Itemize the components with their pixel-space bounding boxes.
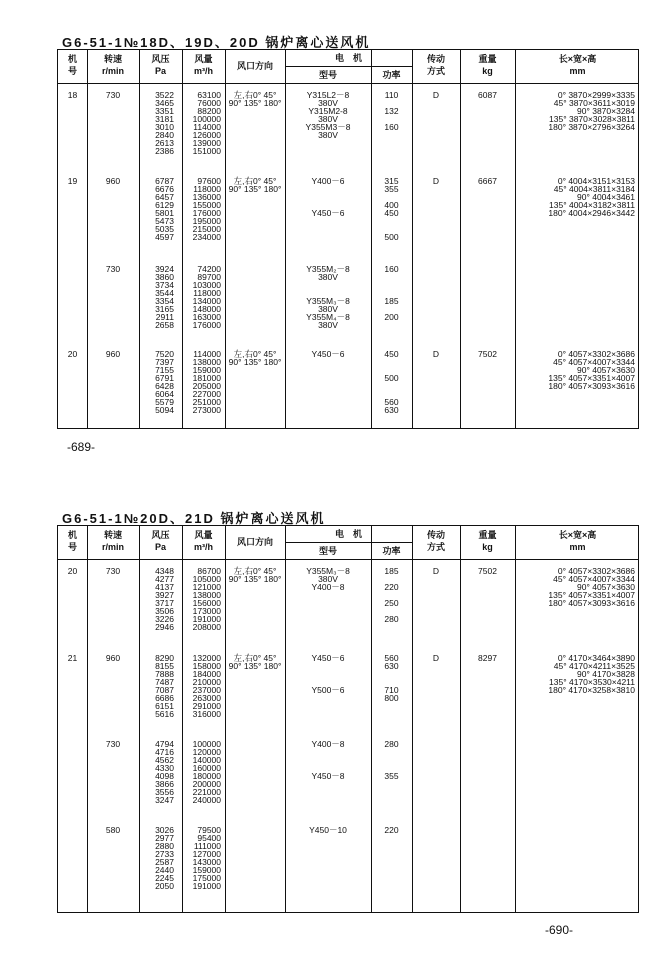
cell-flow: 86700 105000 121000 138000 156000 173000 191000 208000 bbox=[192, 566, 221, 632]
cell-flow: 114000 138000 159000 181000 205000 227000 251000 273000 bbox=[192, 349, 221, 415]
cell-weight: 7502 bbox=[478, 566, 497, 576]
cell-pressure: 7520 7397 7155 6791 6428 6064 5579 5094 bbox=[155, 349, 174, 415]
page-number: -690- bbox=[545, 923, 574, 937]
header-outlet: 风口方向 bbox=[236, 537, 273, 547]
fan-spec-table bbox=[57, 49, 639, 429]
cell-weight: 6667 bbox=[478, 176, 497, 186]
cell-outlet: 左,右0° 45° 90° 135° 180° bbox=[228, 349, 282, 367]
cell-dims: 0° 4170×3464×3890 45° 4170×4211×3525 90° 4170×3828 135° 4170×3530×4211 180° 4170×3258×3810 bbox=[548, 653, 635, 695]
cell-motor-power: 185 220 250 280 bbox=[384, 566, 399, 624]
cell-motor-model: Y450－10 bbox=[309, 825, 347, 835]
cell-pressure: 4794 4716 4562 4330 4098 3866 3556 3247 bbox=[155, 739, 174, 805]
cell-outlet: 左,右0° 45° 90° 135° 180° bbox=[228, 90, 282, 108]
header-motor: 电 机 bbox=[334, 529, 362, 539]
header-flow: 风量 m³/h bbox=[194, 54, 213, 76]
cell-pressure: 3924 3860 3734 3544 3354 3165 2911 2658 bbox=[155, 264, 174, 330]
header-flow: 风量 m³/h bbox=[194, 530, 213, 552]
cell-drive: D bbox=[432, 90, 440, 100]
header-pressure: 风压 Pa bbox=[151, 530, 170, 552]
cell-motor-power: 315 355 400 450 500 bbox=[384, 176, 399, 242]
cell-pressure: 4348 4277 4137 3927 3717 3506 3226 2946 bbox=[155, 566, 174, 632]
cell-flow: 97600 118000 136000 155000 176000 195000 215000 234000 bbox=[192, 176, 221, 242]
cell-weight: 8297 bbox=[478, 653, 497, 663]
cell-motor-power: 160 185 200 bbox=[384, 264, 399, 322]
header-weight: 重量 kg bbox=[478, 54, 497, 76]
cell-motor-model: Y450－6 bbox=[311, 349, 345, 359]
cell-motor-model: Y400－8 Y450－8 bbox=[311, 739, 345, 781]
cell-pressure: 6787 6676 6457 6129 5801 5473 5035 4597 bbox=[155, 176, 174, 242]
header-outlet: 风口方向 bbox=[236, 61, 273, 71]
cell-motor-power: 110 132 160 bbox=[384, 90, 399, 132]
header-pressure: 风压 Pa bbox=[151, 54, 170, 76]
header-speed: 转速 r/min bbox=[101, 530, 124, 552]
cell-dims: 0° 4057×3302×3686 45° 4057×4007×3344 90° 4057×3630 135° 4057×3351×4007 180° 4057×3093×3616 bbox=[548, 566, 635, 608]
cell-drive: D bbox=[432, 176, 440, 186]
cell-flow: 100000 120000 140000 160000 180000 200000 221000 240000 bbox=[192, 739, 221, 805]
header-model: 型号 bbox=[318, 70, 337, 80]
header-speed: 转速 r/min bbox=[101, 54, 124, 76]
cell-flow: 132000 158000 184000 210000 237000 263000 291000 316000 bbox=[192, 653, 221, 719]
cell-no: 20 bbox=[67, 566, 78, 576]
cell-outlet: 左,右0° 45° 90° 135° 180° bbox=[228, 176, 282, 194]
cell-speed: 730 bbox=[105, 90, 121, 100]
cell-motor-model: Y400－6 Y450－6 bbox=[311, 176, 345, 218]
cell-speed: 730 bbox=[105, 264, 121, 274]
cell-speed: 960 bbox=[105, 653, 121, 663]
header-model: 型号 bbox=[318, 546, 337, 556]
cell-speed: 960 bbox=[105, 176, 121, 186]
cell-motor-model: Y315L2－8 380V Y315M2-8 380V Y355M3－8 380V bbox=[305, 90, 351, 140]
header-motor: 电 机 bbox=[334, 53, 362, 63]
table-title: G6-51-1№18D、19D、20D 锅炉离心送风机 bbox=[62, 35, 371, 50]
cell-no: 21 bbox=[67, 653, 78, 663]
cell-pressure: 3522 3465 3351 3181 3010 2840 2613 2386 bbox=[155, 90, 174, 156]
cell-flow: 63100 76000 88200 100000 114000 126000 139000 151000 bbox=[192, 90, 221, 156]
cell-speed: 730 bbox=[105, 566, 121, 576]
cell-motor-power: 560 630 710 800 bbox=[384, 653, 399, 703]
cell-flow: 74200 89700 103000 118000 134000 148000 163000 176000 bbox=[192, 264, 221, 330]
cell-pressure: 8290 8155 7888 7487 7087 6686 6151 5616 bbox=[155, 653, 174, 719]
cell-outlet: 左,右0° 45° 90° 135° 180° bbox=[228, 653, 282, 671]
cell-no: 18 bbox=[67, 90, 78, 100]
cell-flow: 79500 95400 111000 127000 143000 159000 175000 191000 bbox=[192, 825, 221, 891]
cell-drive: D bbox=[432, 653, 440, 663]
cell-motor-model: Y355M₃－8 380V Y400－8 bbox=[306, 566, 350, 592]
cell-dims: 0° 4057×3302×3686 45° 4057×4007×3344 90° 4057×3630 135° 4057×3351×4007 180° 4057×3093×3616 bbox=[548, 349, 635, 391]
cell-drive: D bbox=[432, 349, 440, 359]
cell-motor-model: Y450－6 Y500－6 bbox=[311, 653, 345, 695]
header-no: 机 号 bbox=[67, 54, 77, 76]
cell-speed: 730 bbox=[105, 739, 121, 749]
cell-pressure: 3026 2977 2880 2733 2587 2440 2245 2050 bbox=[155, 825, 174, 891]
header-dims: 长×宽×高 mm bbox=[558, 530, 597, 552]
header-power: 功率 bbox=[382, 70, 401, 80]
fan-spec-table bbox=[57, 525, 639, 913]
cell-dims: 0° 4004×3151×3153 45° 4004×3811×3184 90° 4004×3461 135° 4004×3182×3811 180° 4004×2946×3442 bbox=[548, 176, 635, 218]
page-number: -689- bbox=[67, 440, 96, 454]
cell-outlet: 左,右0° 45° 90° 135° 180° bbox=[228, 566, 282, 584]
table-title: G6-51-1№20D、21D 锅炉离心送风机 bbox=[62, 511, 326, 526]
header-no: 机 号 bbox=[67, 530, 77, 552]
cell-no: 19 bbox=[67, 176, 78, 186]
cell-motor-power: 450 500 560 630 bbox=[384, 349, 399, 415]
cell-weight: 6087 bbox=[478, 90, 497, 100]
cell-weight: 7502 bbox=[478, 349, 497, 359]
header-dims: 长×宽×高 mm bbox=[558, 54, 597, 76]
header-power: 功率 bbox=[382, 546, 401, 556]
cell-drive: D bbox=[432, 566, 440, 576]
cell-motor-model: Y355M₂－8 380V Y355M₃－8 380V Y355M₄－8 380V bbox=[306, 264, 350, 330]
cell-motor-power: 220 bbox=[384, 825, 399, 835]
header-drive: 传动 方式 bbox=[426, 54, 445, 76]
header-weight: 重量 kg bbox=[478, 530, 497, 552]
header-drive: 传动 方式 bbox=[426, 530, 445, 552]
cell-motor-power: 280 355 bbox=[384, 739, 399, 781]
cell-dims: 0° 3870×2999×3335 45° 3870×3611×3019 90° 3870×3284 135° 3870×3028×3811 180° 3870×2796×3264 bbox=[548, 90, 635, 132]
cell-speed: 580 bbox=[105, 825, 121, 835]
cell-speed: 960 bbox=[105, 349, 121, 359]
cell-no: 20 bbox=[67, 349, 78, 359]
